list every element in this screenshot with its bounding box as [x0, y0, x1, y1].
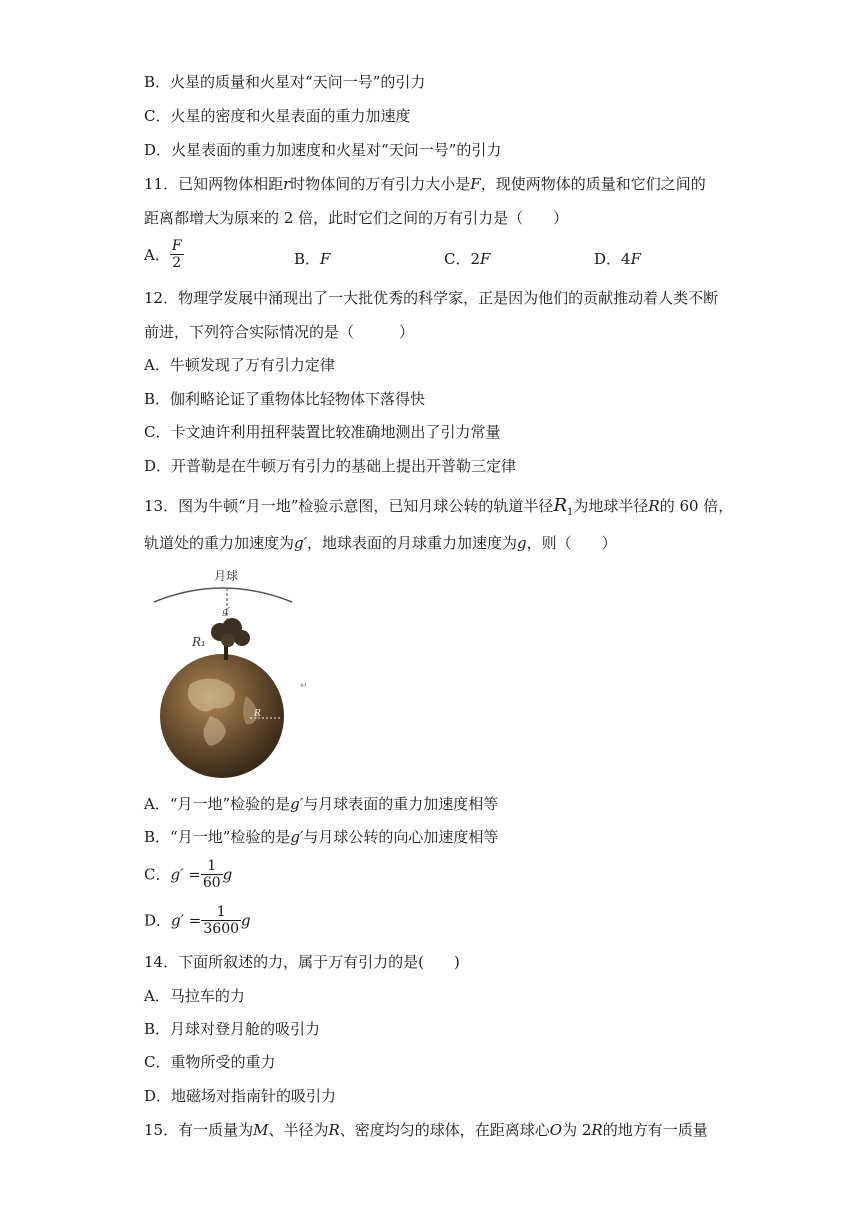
q13-option-c-denominator: 60 — [202, 875, 221, 891]
figure-label-r1: R₁ — [192, 635, 206, 649]
q11-option-a-numerator: F — [171, 238, 182, 254]
q14-option-a: A．马拉车的力 — [144, 987, 245, 1005]
earth-globe — [160, 654, 284, 778]
q14-option-c: C．重物所受的重力 — [144, 1053, 276, 1071]
q13-stem-line2: 轨道处的重力加速度为g′，地球表面的月球重力加速度为g，则（ ） — [144, 534, 617, 552]
q10-option-c: C．火星的密度和火星表面的重力加速度 — [144, 107, 411, 125]
figure-label-moon: 月球 — [214, 569, 239, 583]
q11-option-a: A． $\frac{F}{2}$ — [144, 238, 182, 271]
q12-stem-line2: 前进，下列符合实际情况的是（ ） — [144, 323, 415, 341]
q13-stem-line1: 13．图为牛顿“月一地”检验示意图，已知月球公转的轨道半径$R_1$为地球半径R的 60 倍， — [144, 495, 734, 518]
q13-option-d-numerator: 1 — [201, 904, 241, 921]
tree-crown-3 — [234, 630, 250, 646]
moon-earth-diagram — [150, 566, 310, 782]
return-mark-icon: ↵ — [300, 681, 308, 691]
q10-option-b: B．火星的质量和火星对“天问一号”的引力 — [144, 73, 426, 91]
q12-option-c: C．卡文迪许利用扭秤装置比较准确地测出了引力常量 — [144, 423, 501, 441]
q11-stem-line1: 11．已知两物体相距r时物体间的万有引力大小是F，现使两物体的质量和它们之间的 — [144, 175, 706, 193]
tree-crown-4 — [221, 633, 235, 647]
q14-option-b: B．月球对登月舱的吸引力 — [144, 1020, 321, 1038]
q12-option-a: A．牛顿发现了万有引力定律 — [144, 356, 335, 374]
q12-option-d: D．开普勒是在牛顿万有引力的基础上提出开普勒三定律 — [144, 457, 517, 475]
q14-stem: 14．下面所叙述的力，属于万有引力的是( ) — [144, 953, 460, 971]
q15-stem-line1: 15．有一质量为M、半径为R、密度均匀的球体，在距离球心O为 2R的地方有一质量 — [144, 1121, 708, 1139]
q11-option-b: B．F — [294, 250, 331, 268]
moon-orbit-arc — [154, 588, 292, 602]
q13-option-c-numerator: 1 — [201, 858, 223, 875]
q13-option-b: B．“月一地”检验的是g′与月球公转的向心加速度相等 — [144, 828, 499, 846]
q11-option-d: D．4F — [594, 250, 641, 268]
q13-option-c: C．g′ = $\frac{1}{60}$ g — [144, 858, 233, 891]
q12-stem-line1: 12．物理学发展中涌现出了一大批优秀的科学家，正是因为他们的贡献推动着人类不断 — [144, 289, 719, 307]
figure-label-g-prime: g′ — [222, 607, 230, 617]
q14-option-d: D．地磁场对指南针的吸引力 — [144, 1087, 337, 1105]
q10-option-d: D．火星表面的重力加速度和火星对“天问一号”的引力 — [144, 141, 502, 159]
q13-option-d: D．g′ = $\frac{1}{3600}$ g — [144, 904, 251, 937]
q13-option-a: A．“月一地”检验的是g′与月球表面的重力加速度相等 — [144, 795, 499, 813]
q12-option-b: B．伽利略论证了重物体比轻物体下落得快 — [144, 390, 426, 408]
moon-earth-figure — [150, 566, 310, 782]
q13-option-d-denominator: 3600 — [203, 921, 240, 937]
q11-option-c: C．2F — [444, 250, 491, 268]
q11-option-a-denominator: 2 — [172, 255, 182, 271]
figure-label-r: R — [254, 709, 261, 719]
q11-stem-line2: 距离都增大为原来的 2 倍，此时它们之间的万有引力是（ ） — [144, 209, 569, 227]
